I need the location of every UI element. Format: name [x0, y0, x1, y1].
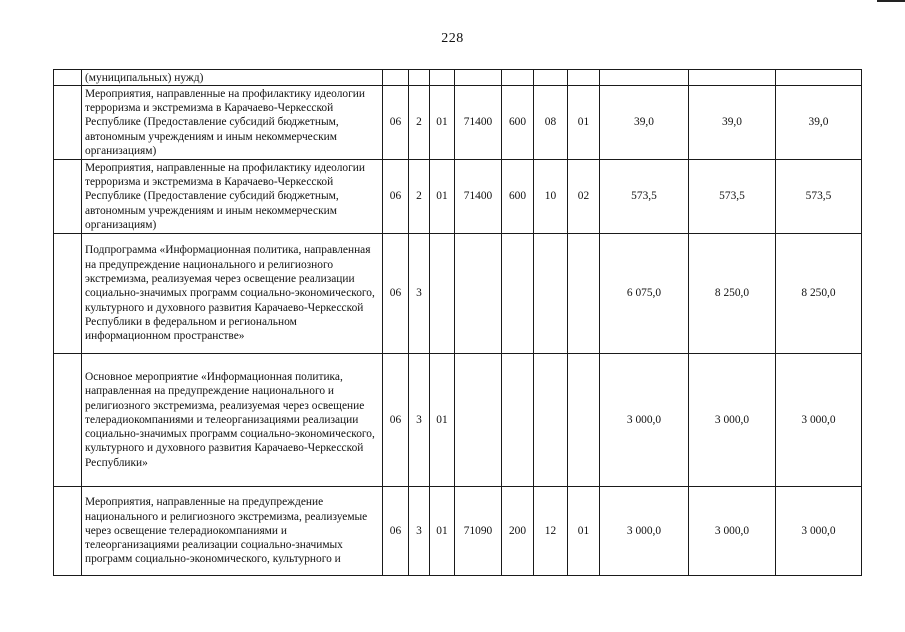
amount-year2-cell: 39,0: [689, 86, 776, 160]
main-activity-code-cell: 01: [430, 160, 455, 234]
expense-type-cell: [502, 234, 534, 354]
amount-year3-cell: 573,5: [776, 160, 862, 234]
description-cell: Мероприятия, направленные на профилактику идеологии терроризма и экстремизма в Карачаево-Черкесской Республике (Предоставление субсидий бюджетным, автономным учреждениям и иным некоммерческим организациям): [82, 86, 383, 160]
amount-year1-cell: 39,0: [600, 86, 689, 160]
page-number: 228: [441, 31, 464, 46]
main-activity-code-cell: [430, 234, 455, 354]
row-number-cell: [54, 70, 82, 86]
direction-code-cell: 71400: [455, 160, 502, 234]
amount-year3-cell: [776, 70, 862, 86]
amount-year2-cell: 3 000,0: [689, 354, 776, 487]
table-row: [54, 487, 862, 576]
row-number-cell: [54, 86, 82, 160]
row-number-cell: [54, 354, 82, 487]
section-code-cell: [534, 70, 568, 86]
subsection-code-cell: [568, 234, 600, 354]
expense-type-cell: [502, 354, 534, 487]
expense-type-cell: 600: [502, 160, 534, 234]
amount-year2-cell: 8 250,0: [689, 234, 776, 354]
subsection-code-cell: [568, 354, 600, 487]
amount-year3-cell: 3 000,0: [776, 354, 862, 487]
amount-year2-cell: 3 000,0: [689, 487, 776, 576]
subsection-code-cell: 01: [568, 86, 600, 160]
description-cell: Подпрограмма «Информационная политика, направленная на предупреждение национального и религиозного экстремизма, реализуемая через освещение реализации социально-значимых программ социально-экономического, культурного и духовного развития Карачаево-Черкесской Республики в федеральном и региональном информационном пространстве»: [82, 234, 383, 354]
row-number-cell: [54, 487, 82, 576]
budget-table: [53, 69, 862, 576]
section-code-cell: [534, 234, 568, 354]
amount-year3-cell: 3 000,0: [776, 487, 862, 576]
row-number-cell: [54, 234, 82, 354]
direction-code-cell: 71090: [455, 487, 502, 576]
main-activity-code-cell: 01: [430, 487, 455, 576]
direction-code-cell: [455, 70, 502, 86]
subsection-code-cell: 01: [568, 487, 600, 576]
amount-year3-cell: 39,0: [776, 86, 862, 160]
program-code-cell: 06: [383, 354, 409, 487]
table-row: [54, 354, 862, 487]
scan-corner-mark: [877, 0, 905, 2]
description-cell: Мероприятия, направленные на предупреждение национального и религиозного экстремизма, реализуемые через освещение телерадиокомпаниями и телеорганизациями реализации социально-значимых программ социально-экономического, культурного и: [82, 487, 383, 576]
section-code-cell: [534, 354, 568, 487]
direction-code-cell: [455, 234, 502, 354]
section-code-cell: 12: [534, 487, 568, 576]
subsection-code-cell: 02: [568, 160, 600, 234]
amount-year1-cell: [600, 70, 689, 86]
section-code-cell: 08: [534, 86, 568, 160]
subprogram-code-cell: 3: [409, 487, 430, 576]
subprogram-code-cell: 2: [409, 86, 430, 160]
direction-code-cell: [455, 354, 502, 487]
subsection-code-cell: [568, 70, 600, 86]
amount-year3-cell: 8 250,0: [776, 234, 862, 354]
amount-year1-cell: 3 000,0: [600, 487, 689, 576]
table-row: [54, 86, 862, 160]
amount-year1-cell: 573,5: [600, 160, 689, 234]
section-code-cell: 10: [534, 160, 568, 234]
expense-type-cell: 200: [502, 487, 534, 576]
subprogram-code-cell: 2: [409, 160, 430, 234]
program-code-cell: [383, 70, 409, 86]
subprogram-code-cell: [409, 70, 430, 86]
program-code-cell: 06: [383, 86, 409, 160]
amount-year1-cell: 6 075,0: [600, 234, 689, 354]
expense-type-cell: 600: [502, 86, 534, 160]
description-cell: Мероприятия, направленные на профилактику идеологии терроризма и экстремизма в Карачаево-Черкесской Республике (Предоставление субсидий бюджетным, автономным учреждениям и иным некоммерческим организациям): [82, 160, 383, 234]
row-number-cell: [54, 160, 82, 234]
direction-code-cell: 71400: [455, 86, 502, 160]
program-code-cell: 06: [383, 160, 409, 234]
table-row: [54, 70, 862, 86]
main-activity-code-cell: 01: [430, 86, 455, 160]
description-cell: Основное мероприятие «Информационная политика, направленная на предупреждение национального и религиозного экстремизма, реализуемая через освещение телерадиокомпаниями и телеорганизациями реализации социально-значимых программ социально-экономического, культурного и духовного развития Карачаево-Черкесской Республики»: [82, 354, 383, 487]
subprogram-code-cell: 3: [409, 234, 430, 354]
main-activity-code-cell: 01: [430, 354, 455, 487]
table-row: [54, 234, 862, 354]
amount-year1-cell: 3 000,0: [600, 354, 689, 487]
subprogram-code-cell: 3: [409, 354, 430, 487]
program-code-cell: 06: [383, 234, 409, 354]
expense-type-cell: [502, 70, 534, 86]
description-cell: (муниципальных) нужд): [82, 70, 383, 86]
amount-year2-cell: 573,5: [689, 160, 776, 234]
program-code-cell: 06: [383, 487, 409, 576]
amount-year2-cell: [689, 70, 776, 86]
main-activity-code-cell: [430, 70, 455, 86]
table-row: [54, 160, 862, 234]
